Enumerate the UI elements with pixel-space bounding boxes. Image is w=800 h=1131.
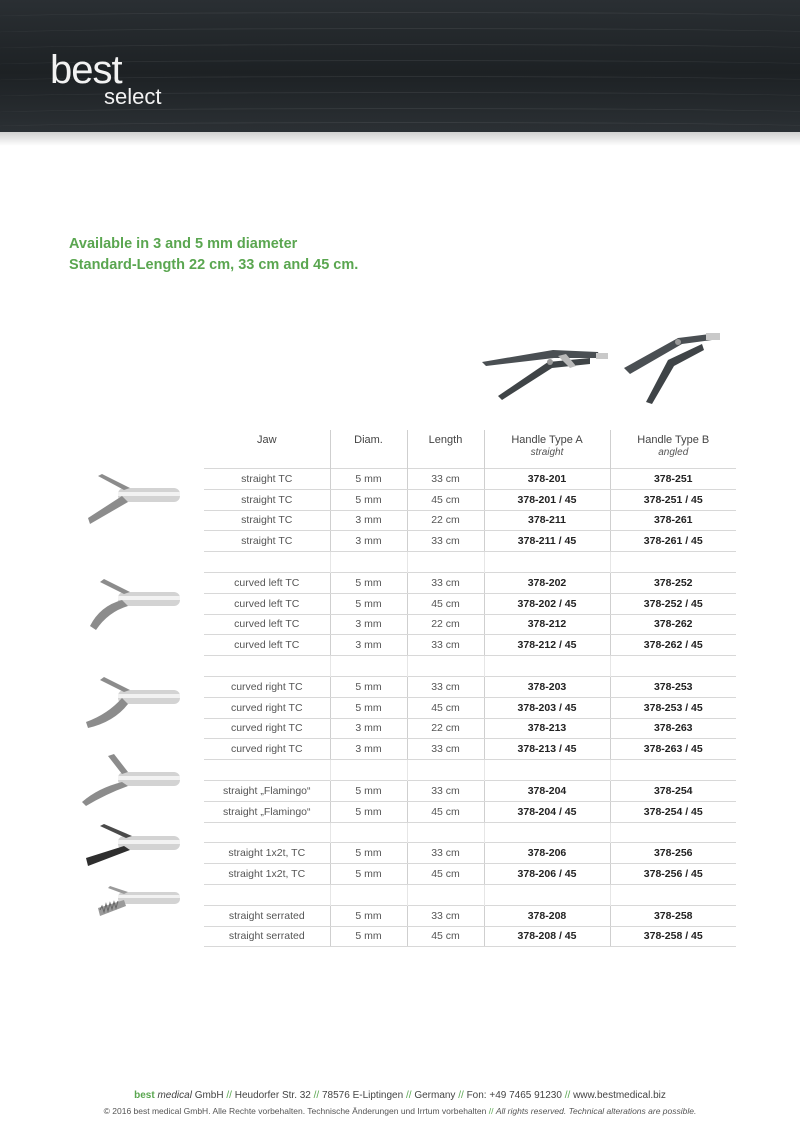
spacer-cell xyxy=(330,656,407,677)
length-cell: 45 cm xyxy=(407,926,484,947)
handle-b-code: 378-254 xyxy=(610,780,736,801)
spacer-cell xyxy=(484,822,610,843)
length-cell: 33 cm xyxy=(407,676,484,697)
diam-cell: 5 mm xyxy=(330,926,407,947)
handle-a-label: Handle Type A xyxy=(511,434,583,446)
footer-sep: // xyxy=(458,1090,464,1101)
handle-b-code: 378-253 xyxy=(610,676,736,697)
length-cell: 33 cm xyxy=(407,469,484,490)
diam-cell: 5 mm xyxy=(330,676,407,697)
length-cell: 45 cm xyxy=(407,697,484,718)
handle-a-code: 378-202 xyxy=(484,572,610,593)
jaw-cell: straight 1x2t, TC xyxy=(204,843,330,864)
headline-diameter: Available in 3 and 5 mm diameter xyxy=(69,236,298,252)
handle-a-code: 378-213 / 45 xyxy=(484,739,610,760)
handle-b-code: 378-252 xyxy=(610,572,736,593)
col-header-diam: Diam. xyxy=(330,430,407,469)
handle-a-code: 378-206 xyxy=(484,843,610,864)
length-cell: 33 cm xyxy=(407,635,484,656)
jaw-cell: straight „Flamingo“ xyxy=(204,780,330,801)
spacer-cell xyxy=(610,760,736,781)
jaw-curved-right-tc-icon xyxy=(78,674,182,736)
spacer-cell xyxy=(407,552,484,573)
table-row xyxy=(204,510,736,531)
table-row xyxy=(204,676,736,697)
spacer-cell xyxy=(330,760,407,781)
table-row xyxy=(204,614,736,635)
table-row xyxy=(204,801,736,822)
jaw-cell: curved left TC xyxy=(204,572,330,593)
spacer-cell xyxy=(484,884,610,905)
length-cell: 22 cm xyxy=(407,614,484,635)
handle-a-code: 378-211 / 45 xyxy=(484,531,610,552)
group-spacer xyxy=(204,552,736,573)
length-cell: 33 cm xyxy=(407,843,484,864)
group-spacer xyxy=(204,822,736,843)
diam-cell: 3 mm xyxy=(330,531,407,552)
footer-company: medical xyxy=(157,1090,192,1101)
table-row xyxy=(204,531,736,552)
jaw-cell: straight TC xyxy=(204,469,330,490)
spacer-cell xyxy=(407,884,484,905)
length-cell: 45 cm xyxy=(407,593,484,614)
footer-sep: // xyxy=(405,1090,412,1101)
handle-a-code: 378-201 xyxy=(484,469,610,490)
footer-contact xyxy=(0,1090,800,1101)
diam-cell: 5 mm xyxy=(330,780,407,801)
handle-a-code: 378-212 xyxy=(484,614,610,635)
logo-select: select xyxy=(104,84,162,109)
spacer-cell xyxy=(407,760,484,781)
copyright-en: All rights reserved. Technical alterations are possible. xyxy=(495,1106,697,1116)
handle-a-code: 378-211 xyxy=(484,510,610,531)
handle-b-code: 378-263 / 45 xyxy=(610,739,736,760)
table-row xyxy=(204,843,736,864)
spacer-cell xyxy=(484,656,610,677)
jaw-cell: curved right TC xyxy=(204,739,330,760)
spacer-cell xyxy=(610,656,736,677)
jaw-flamingo-icon xyxy=(78,754,182,814)
handle-b-code: 378-256 xyxy=(610,843,736,864)
length-cell: 33 cm xyxy=(407,531,484,552)
diam-cell: 3 mm xyxy=(330,510,407,531)
spec-table xyxy=(204,430,736,947)
spacer-cell xyxy=(204,884,330,905)
spacer-cell xyxy=(204,760,330,781)
diam-cell: 3 mm xyxy=(330,635,407,656)
jaw-curved-left-tc-icon xyxy=(78,576,182,638)
length-cell: 33 cm xyxy=(407,780,484,801)
footer-website-link[interactable]: www.bestmedical.biz xyxy=(573,1090,666,1101)
footer-sep: // xyxy=(313,1090,320,1101)
handle-b-code: 378-258 / 45 xyxy=(610,926,736,947)
col-header-jaw: Jaw xyxy=(256,434,277,446)
jaw-cell: straight serrated xyxy=(204,905,330,926)
spacer-cell xyxy=(204,656,330,677)
jaw-cell: straight TC xyxy=(204,510,330,531)
header-banner xyxy=(0,0,800,132)
handle-a-code: 378-208 / 45 xyxy=(484,926,610,947)
jaw-straight-tc-icon xyxy=(78,472,182,534)
diam-cell: 5 mm xyxy=(330,593,407,614)
spacer-cell xyxy=(610,884,736,905)
table-row xyxy=(204,718,736,739)
spacer-cell xyxy=(330,884,407,905)
spacer-cell xyxy=(204,552,330,573)
length-cell: 33 cm xyxy=(407,572,484,593)
jaw-cell: curved left TC xyxy=(204,593,330,614)
jaw-cell: straight 1x2t, TC xyxy=(204,864,330,885)
header-shadow xyxy=(0,132,800,146)
jaw-cell: curved right TC xyxy=(204,697,330,718)
handle-a-code: 378-201 / 45 xyxy=(484,489,610,510)
spacer-cell xyxy=(610,552,736,573)
length-cell: 33 cm xyxy=(407,739,484,760)
spacer-cell xyxy=(407,822,484,843)
handle-a-code: 378-208 xyxy=(484,905,610,926)
table-row xyxy=(204,593,736,614)
length-cell: 45 cm xyxy=(407,489,484,510)
footer-country: Germany xyxy=(414,1090,456,1101)
jaw-serrated-icon xyxy=(78,882,182,926)
handle-a-code: 378-204 / 45 xyxy=(484,801,610,822)
diam-cell: 5 mm xyxy=(330,864,407,885)
length-cell: 22 cm xyxy=(407,718,484,739)
handle-b-code: 378-258 xyxy=(610,905,736,926)
handle-b-code: 378-261 xyxy=(610,510,736,531)
handle-b-code: 378-254 / 45 xyxy=(610,801,736,822)
jaw-cell: straight TC xyxy=(204,531,330,552)
table-row xyxy=(204,780,736,801)
table-row xyxy=(204,469,736,490)
handle-a-code: 378-202 / 45 xyxy=(484,593,610,614)
length-cell: 33 cm xyxy=(407,905,484,926)
handle-b-code: 378-261 / 45 xyxy=(610,531,736,552)
length-cell: 22 cm xyxy=(407,510,484,531)
diam-cell: 3 mm xyxy=(330,739,407,760)
spacer-cell xyxy=(484,552,610,573)
diam-cell: 5 mm xyxy=(330,489,407,510)
footer-city: 78576 E-Liptingen xyxy=(322,1090,404,1101)
diam-cell: 5 mm xyxy=(330,469,407,490)
copyright-de: © 2016 best medical GmbH. Alle Rechte vorbehalten. Technische Änderungen und Irrtum vorbehalten xyxy=(103,1106,487,1116)
diam-cell: 5 mm xyxy=(330,697,407,718)
jaw-cell: straight TC xyxy=(204,489,330,510)
footer-brand: best xyxy=(134,1090,155,1101)
handle-b-code: 378-252 / 45 xyxy=(610,593,736,614)
handle-b-code: 378-256 / 45 xyxy=(610,864,736,885)
jaw-1x2t-icon xyxy=(78,824,182,874)
jaw-cell: straight „Flamingo“ xyxy=(204,801,330,822)
footer-street: Heudorfer Str. 32 xyxy=(234,1090,311,1101)
table-row xyxy=(204,489,736,510)
spec-table-body xyxy=(204,469,736,947)
table-row xyxy=(204,905,736,926)
handle-a-code: 378-203 xyxy=(484,676,610,697)
instrument-handles-icon xyxy=(478,320,728,405)
handle-b-label: Handle Type B xyxy=(637,434,710,446)
diam-cell: 5 mm xyxy=(330,572,407,593)
col-header-handle-b xyxy=(610,430,736,469)
diam-cell: 3 mm xyxy=(330,614,407,635)
handle-a-code: 378-204 xyxy=(484,780,610,801)
logo-best: best xyxy=(50,48,122,92)
table-row xyxy=(204,572,736,593)
diam-cell: 5 mm xyxy=(330,801,407,822)
jaw-cell: curved left TC xyxy=(204,635,330,656)
jaw-cell: curved right TC xyxy=(204,718,330,739)
footer-sep: // xyxy=(226,1090,232,1101)
table-row xyxy=(204,635,736,656)
handle-b-sublabel: angled xyxy=(658,447,689,458)
handle-b-code: 378-251 / 45 xyxy=(610,489,736,510)
handle-b-code: 378-262 xyxy=(610,614,736,635)
handle-b-code: 378-263 xyxy=(610,718,736,739)
handle-b-code: 378-262 / 45 xyxy=(610,635,736,656)
spacer-cell xyxy=(610,822,736,843)
table-row xyxy=(204,926,736,947)
handle-a-code: 378-206 / 45 xyxy=(484,864,610,885)
jaw-cell: curved left TC xyxy=(204,614,330,635)
table-row xyxy=(204,864,736,885)
group-spacer xyxy=(204,760,736,781)
table-row xyxy=(204,697,736,718)
footer-phone: Fon: +49 7465 91230 xyxy=(466,1090,562,1101)
col-header-handle-a xyxy=(484,430,610,469)
handle-a-code: 378-213 xyxy=(484,718,610,739)
footer-sep: // xyxy=(564,1090,571,1101)
spacer-cell xyxy=(330,552,407,573)
handle-b-code: 378-253 / 45 xyxy=(610,697,736,718)
footer-company-rest: GmbH xyxy=(191,1090,224,1101)
footer-copyright xyxy=(0,1106,800,1116)
table-header-row xyxy=(204,430,736,469)
group-spacer xyxy=(204,884,736,905)
col-header-length: Length xyxy=(407,430,484,469)
handle-b-code: 378-251 xyxy=(610,469,736,490)
length-cell: 45 cm xyxy=(407,801,484,822)
handle-a-sublabel: straight xyxy=(530,447,564,458)
diam-cell: 5 mm xyxy=(330,843,407,864)
table-row xyxy=(204,739,736,760)
jaw-cell: straight serrated xyxy=(204,926,330,947)
length-cell: 45 cm xyxy=(407,864,484,885)
handle-a-code: 378-212 / 45 xyxy=(484,635,610,656)
diam-cell: 5 mm xyxy=(330,905,407,926)
handle-a-code: 378-203 / 45 xyxy=(484,697,610,718)
headline-length: Standard-Length 22 cm, 33 cm and 45 cm. xyxy=(69,257,359,273)
spacer-cell xyxy=(330,822,407,843)
group-spacer xyxy=(204,656,736,677)
jaw-cell: curved right TC xyxy=(204,676,330,697)
spacer-cell xyxy=(484,760,610,781)
footer-sep: // xyxy=(488,1106,494,1116)
spacer-cell xyxy=(204,822,330,843)
diam-cell: 3 mm xyxy=(330,718,407,739)
spacer-cell xyxy=(407,656,484,677)
